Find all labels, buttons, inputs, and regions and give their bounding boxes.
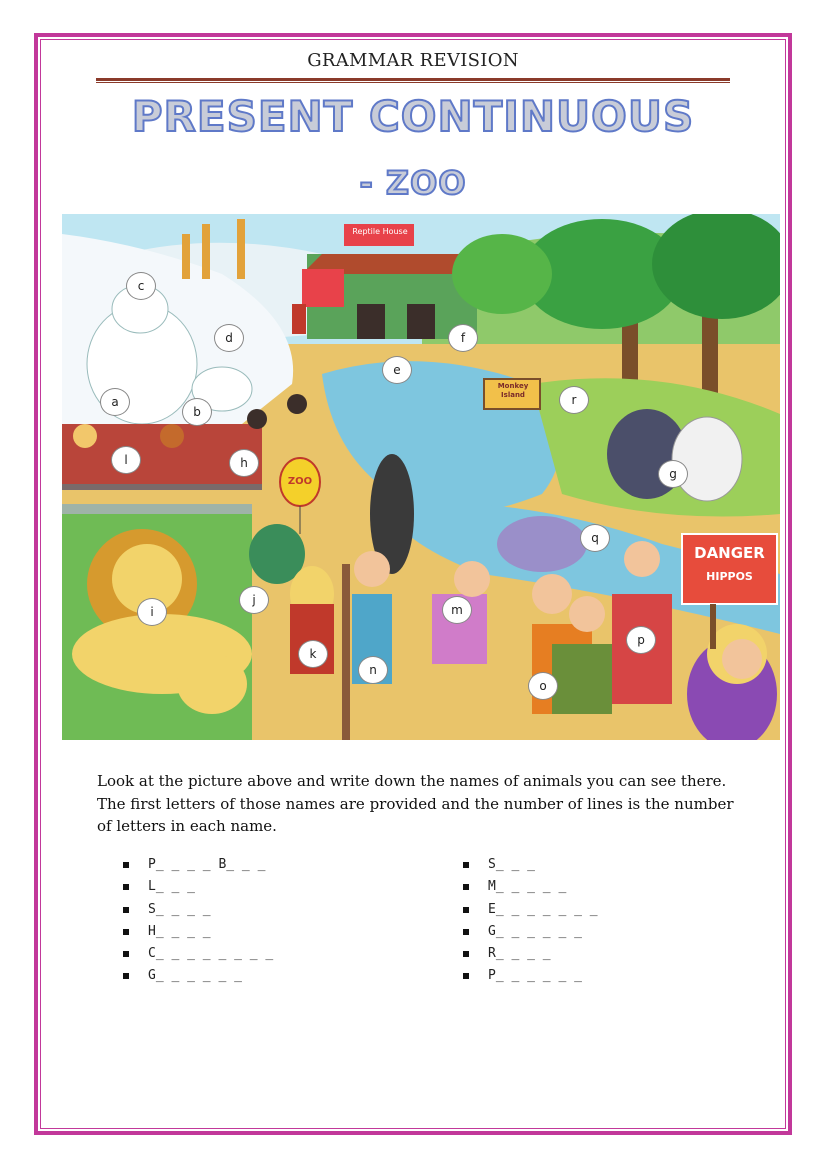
- word-blank: P_ _ _ _ B_ _ _: [148, 857, 266, 872]
- label-f: f: [448, 324, 478, 352]
- worksheet-title: PRESENT CONTINUOUS: [131, 92, 695, 141]
- bullet-icon: [123, 951, 129, 957]
- bullet-icon: [123, 884, 129, 890]
- header-rule-thin: [96, 82, 730, 83]
- word-blank: S_ _ _: [488, 857, 535, 872]
- label-b: b: [182, 398, 212, 426]
- label-g: g: [658, 460, 688, 488]
- list-item: [463, 943, 598, 965]
- list-item: [123, 854, 273, 876]
- label-o: o: [528, 672, 558, 700]
- bullet-icon: [463, 884, 469, 890]
- word-blank: H_ _ _ _: [148, 923, 211, 939]
- word-blank: R_ _ _ _: [488, 946, 551, 962]
- header-rule: [96, 78, 730, 81]
- zoo-illustration: [62, 214, 780, 740]
- list-item: [123, 921, 273, 943]
- list-item: [463, 921, 598, 943]
- list-item: [123, 965, 273, 987]
- bullet-icon: [463, 973, 469, 979]
- label-a: a: [100, 388, 130, 416]
- reptile-house-sign: Reptile House: [352, 227, 408, 236]
- bullet-icon: [463, 862, 469, 868]
- word-blank: G_ _ _ _ _ _: [148, 968, 242, 984]
- list-item: [123, 943, 273, 965]
- label-k: k: [298, 640, 328, 668]
- word-blank: M_ _ _ _ _: [488, 879, 567, 895]
- instructions-text: Look at the picture above and write down the names of animals you can see there. The first letters of those names are provided and the number of lines is the number of letters in each name.: [97, 772, 734, 835]
- list-item: [123, 876, 273, 898]
- list-item: [463, 899, 598, 921]
- monkey-island-sign: Monkey Island: [497, 382, 529, 399]
- label-e: e: [382, 356, 412, 384]
- label-r: r: [559, 386, 589, 414]
- label-l: l: [111, 446, 141, 474]
- bullet-icon: [123, 862, 129, 868]
- page-header: GRAMMAR REVISION: [307, 50, 519, 71]
- word-blank: L_ _ _: [148, 879, 195, 895]
- label-d: d: [214, 324, 244, 352]
- hippos-sign: HIPPOS: [706, 570, 753, 583]
- label-q: q: [580, 524, 610, 552]
- word-blank: C_ _ _ _ _ _ _ _: [148, 946, 274, 962]
- bullet-icon: [123, 973, 129, 979]
- danger-sign: DANGER: [694, 544, 765, 562]
- bullet-icon: [123, 907, 129, 913]
- bullet-icon: [123, 929, 129, 935]
- bullet-icon: [463, 951, 469, 957]
- list-item: [463, 876, 598, 898]
- worksheet-subtitle: - ZOO: [359, 164, 467, 202]
- label-n: n: [358, 656, 388, 684]
- label-p: p: [626, 626, 656, 654]
- label-c: c: [126, 272, 156, 300]
- list-item: [123, 899, 273, 921]
- word-list-left: [123, 854, 273, 988]
- list-item: [463, 965, 598, 987]
- bullet-icon: [463, 907, 469, 913]
- word-list-right: [463, 854, 598, 988]
- list-item: [463, 854, 598, 876]
- label-i: i: [137, 598, 167, 626]
- label-m: m: [442, 596, 472, 624]
- label-j: j: [239, 586, 269, 614]
- word-blank: S_ _ _ _: [148, 901, 211, 917]
- label-h: h: [229, 449, 259, 477]
- word-blank: P_ _ _ _ _ _: [488, 968, 582, 984]
- zoo-balloon-text: ZOO: [287, 476, 313, 487]
- word-blank: E_ _ _ _ _ _ _: [488, 901, 598, 917]
- bullet-icon: [463, 929, 469, 935]
- word-blank: G_ _ _ _ _ _: [488, 923, 582, 939]
